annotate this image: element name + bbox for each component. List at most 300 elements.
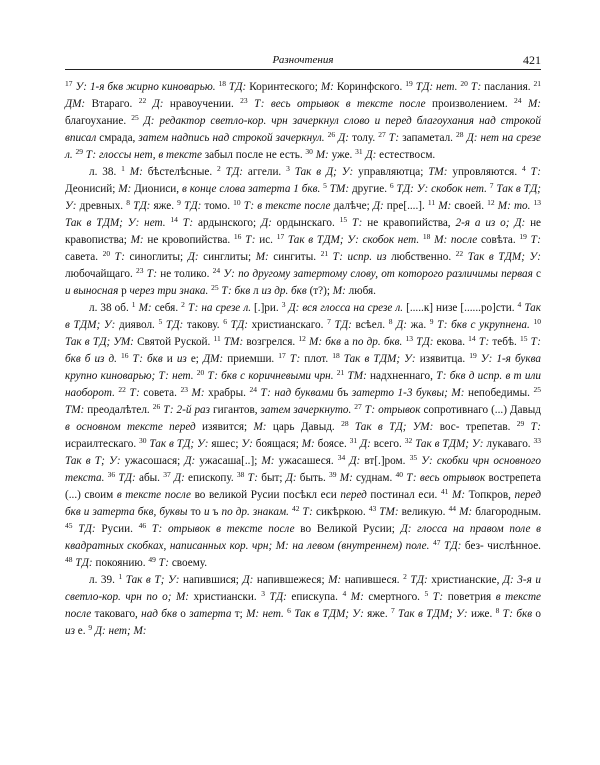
editorial-note: Т:: [467, 81, 485, 93]
editorial-note: ТД:: [264, 591, 292, 603]
editorial-note: Т:: [525, 166, 541, 178]
variant-text: [.]ри.: [254, 302, 282, 314]
editorial-note: М:: [332, 285, 349, 297]
editorial-note: Так в ТД; УМ:: [348, 421, 440, 433]
variant-text: е;: [190, 353, 203, 365]
editorial-note: ТД: нет.: [412, 81, 461, 93]
editorial-note: М:: [448, 489, 469, 501]
editorial-note: из: [65, 625, 78, 637]
variant-text: Святой Руской.: [137, 336, 214, 348]
variant-text: епискупа.: [291, 591, 343, 603]
variant-text: забыл после не есть.: [204, 149, 306, 161]
note-number: 13: [533, 198, 542, 207]
variant-text: христиански.: [193, 591, 262, 603]
variant-text: Коринфского.: [336, 81, 406, 93]
editorial-note: ТМ:: [376, 506, 402, 518]
editorial-note: Так в ТДМ; У:: [290, 608, 368, 620]
variant-text: царь Давыд.: [272, 421, 342, 433]
editorial-note: Т: испр. из: [328, 251, 392, 263]
variant-text: себя.: [154, 302, 182, 314]
editorial-note: Т: весь отрывок: [403, 472, 489, 484]
variant-text: аггели.: [247, 166, 287, 178]
editorial-note: Т: над буквами: [256, 387, 338, 399]
editorial-note: М: то.: [494, 200, 534, 212]
note-number: 10: [533, 317, 541, 326]
editorial-note: ТД:: [440, 540, 465, 552]
note-number: 38: [236, 470, 245, 479]
variant-text: томо.: [204, 200, 234, 212]
variant-text: естествосм.: [379, 149, 436, 161]
editorial-note: Т:: [244, 472, 262, 484]
variant-text: абы.: [139, 472, 164, 484]
variant-text: изявится;: [202, 421, 254, 433]
editorial-note: М: после: [430, 234, 481, 246]
note-number: 17: [278, 351, 286, 360]
variant-text: любочайщаго.: [65, 268, 136, 280]
editorial-note: из др. бкв: [261, 285, 310, 297]
variant-text: нравоучении.: [169, 98, 241, 110]
note-number: 9: [429, 317, 434, 326]
editorial-note: Так в Т; У:: [65, 455, 125, 467]
variant-text: во великой Русии посѣкл еси: [194, 489, 341, 501]
note-number: 28: [456, 130, 464, 139]
note-number: 31: [349, 436, 358, 445]
variant-text: Топкров,: [468, 489, 515, 501]
editorial-note: Так в ТДМ; У:: [412, 438, 487, 450]
editorial-note: ТМ:: [344, 370, 371, 382]
variant-text: о: [535, 608, 541, 620]
note-number: 25: [533, 385, 542, 394]
variant-text: савета.: [65, 251, 103, 263]
editorial-note: Т:: [110, 251, 130, 263]
variant-text: яже.: [153, 200, 178, 212]
editorial-note: Т: отрывок в тексте после: [146, 523, 301, 535]
note-number: 20: [102, 249, 111, 258]
variant-text: боящася;: [255, 438, 302, 450]
variant-text: [.....к] низе [......ро]сти.: [406, 302, 518, 314]
note-number: 25: [131, 113, 139, 122]
note-number: 49: [148, 555, 156, 564]
editorial-note: Так в ТДМ; У: нет.: [65, 217, 171, 229]
variant-text: паслания.: [484, 81, 534, 93]
editorial-note: затем надпись над строкой зачеркнул.: [138, 132, 328, 144]
editorial-note: М:: [312, 149, 332, 161]
note-number: 7: [390, 606, 395, 615]
note-number: 19: [405, 79, 413, 88]
note-number: 1: [131, 300, 136, 309]
note-number: 8: [495, 606, 500, 615]
note-number: 30: [139, 436, 147, 445]
editorial-note: ТД: У: скобок нет.: [393, 183, 490, 195]
variant-text: своей.: [454, 200, 488, 212]
variant-text: не кравопиства;: [65, 217, 542, 246]
variant-text: великую.: [401, 506, 449, 518]
note-number: 9: [177, 198, 181, 207]
variant-text: вострепета (...) своим: [65, 472, 542, 501]
note-number: 39: [329, 470, 337, 479]
variant-text: исраилтескаго.: [65, 438, 140, 450]
note-number: 2: [181, 300, 185, 309]
header-title: Разночтения: [272, 54, 334, 66]
editorial-note: ТД:: [72, 523, 102, 535]
editorial-note: перед: [340, 489, 371, 501]
editorial-note: Т: бкв д испр. в т или наоборот.: [65, 370, 541, 399]
note-number: 17: [65, 79, 73, 88]
note-number: 14: [468, 334, 476, 343]
editorial-note: У:: [241, 438, 256, 450]
variant-text: вос-: [439, 421, 466, 433]
editorial-note: в основном тексте перед: [65, 421, 203, 433]
variant-text: толу.: [352, 132, 379, 144]
variant-text: всего.: [373, 438, 405, 450]
editorial-note: Так в ТДМ; У:: [339, 353, 420, 365]
variant-text: преодалѣтел.: [87, 404, 153, 416]
editorial-note: ТД:: [413, 336, 437, 348]
editorial-note: М:: [435, 200, 455, 212]
variant-text: а: [344, 336, 353, 348]
editorial-note: Так в Д; У:: [289, 166, 359, 178]
note-number: 8: [388, 317, 393, 326]
note-number: 24: [249, 385, 257, 394]
note-number: 11: [213, 334, 221, 343]
editorial-note: ТД:: [129, 200, 154, 212]
editorial-note: Т: бкв: [499, 608, 536, 620]
editorial-note: Т: бкв б из д.: [65, 336, 541, 365]
note-number: 17: [276, 232, 285, 241]
running-header: [65, 52, 541, 70]
paragraph-l39: [65, 572, 541, 640]
note-number: 15: [339, 215, 348, 224]
variant-text: Коринтеского;: [249, 81, 321, 93]
editorial-note: М:: [456, 506, 476, 518]
variant-text: запаметал.: [402, 132, 457, 144]
editorial-note: по др. бкв.: [352, 336, 406, 348]
editorial-note: над бкв: [141, 608, 181, 620]
editorial-note: и выносная: [65, 285, 122, 297]
variant-text: с: [536, 268, 541, 280]
note-number: 41: [440, 487, 449, 496]
variant-text: Втараго.: [91, 98, 139, 110]
editorial-note: ТД:: [162, 319, 187, 331]
variant-text: л. 39.: [89, 574, 119, 586]
header-rule: [65, 69, 541, 70]
variant-text: ъ: [212, 506, 222, 518]
editorial-note: Т: бкв с укрупнена.: [433, 319, 534, 331]
editorial-note: ТД:: [180, 200, 205, 212]
variant-text: диявол.: [119, 319, 159, 331]
variant-text: благородным.: [475, 506, 542, 518]
note-number: 5: [424, 589, 429, 598]
note-number: 34: [337, 453, 346, 462]
note-number: 11: [427, 198, 436, 207]
variant-text: иже.: [470, 608, 496, 620]
editorial-note: Д:: [184, 455, 200, 467]
note-number: 23: [240, 96, 248, 105]
note-number: 44: [448, 504, 457, 513]
variant-text: смертного.: [368, 591, 425, 603]
variant-text: христианскаго.: [251, 319, 328, 331]
editorial-note: Т: глоссы нет, в тексте: [82, 149, 205, 161]
variant-text: Русии.: [101, 523, 139, 535]
editorial-note: Т:: [524, 421, 541, 433]
variant-text: о: [180, 608, 190, 620]
note-number: 9: [88, 623, 93, 632]
note-number: 22: [118, 385, 126, 394]
editorial-note: Т: бкв: [218, 285, 254, 297]
note-number: 3: [261, 589, 265, 598]
editorial-note: М:: [130, 234, 148, 246]
editorial-note: ТД:: [406, 574, 432, 586]
editorial-note: Так в ТДМ; У:: [394, 608, 471, 620]
variant-text: гигантов,: [213, 404, 261, 416]
variant-text: ужасашеся.: [278, 455, 338, 467]
editorial-note: Т:: [241, 234, 260, 246]
variant-text: любственно.: [391, 251, 456, 263]
editorial-note: и: [203, 506, 213, 518]
editorial-note: У: скобки чрн основного текста.: [65, 455, 541, 484]
variant-text: жа.: [410, 319, 430, 331]
variant-text: ис.: [259, 234, 277, 246]
editorial-note: У: по другому затертому слову, от которого различимы первая: [220, 268, 537, 280]
variant-text: своему.: [171, 557, 208, 569]
editorial-note: Д:: [392, 319, 411, 331]
editorial-note: Д:: [372, 200, 387, 212]
note-number: 3: [281, 300, 286, 309]
variant-text: ардынского;: [198, 217, 261, 229]
editorial-note: ТД:: [72, 557, 96, 569]
variant-text: приемши.: [227, 353, 279, 365]
editorial-note: Так в ТД; У:: [65, 183, 541, 212]
note-number: 21: [320, 249, 329, 258]
variant-text: тебѣ.: [492, 336, 520, 348]
editorial-note: М:: [328, 574, 345, 586]
page-number: 421: [523, 53, 541, 67]
editorial-note: Т: в тексте после: [240, 200, 334, 212]
variant-text: напившися;: [183, 574, 243, 586]
note-number: 2: [403, 572, 407, 581]
editorial-note: Д:: [170, 472, 189, 484]
note-number: 7: [489, 181, 494, 190]
editorial-note: М:: [261, 455, 279, 467]
paragraph-l38: [65, 164, 541, 300]
variant-text: сикѣркою.: [315, 506, 369, 518]
note-number: 26: [152, 402, 161, 411]
editorial-note: Т: бкв: [128, 353, 167, 365]
editorial-note: ТД:: [115, 472, 139, 484]
editorial-note: в тексте после: [65, 591, 542, 620]
note-number: 26: [327, 130, 336, 139]
note-number: 33: [533, 436, 541, 445]
note-number: 14: [170, 215, 178, 224]
editorial-note: перед бкв и затерта бкв, буквы: [65, 489, 541, 518]
editorial-note: Т: бкв с коричневыми чрн.: [204, 370, 337, 382]
note-number: 22: [138, 96, 147, 105]
variant-text: быть.: [299, 472, 330, 484]
variant-text: л: [253, 285, 262, 297]
editorial-note: затерта: [189, 608, 235, 620]
note-number: 25: [211, 283, 219, 292]
editorial-note: Т:: [428, 591, 448, 603]
variant-text: сингиты.: [273, 251, 321, 263]
editorial-note: Т:: [177, 217, 199, 229]
variant-text: плот.: [304, 353, 333, 365]
note-number: 3: [286, 164, 290, 173]
variant-text: далѣче;: [333, 200, 373, 212]
variant-text: упровляются.: [452, 166, 522, 178]
editorial-note: М:: [255, 251, 274, 263]
editorial-note: в тексте после: [116, 489, 195, 501]
note-number: 4: [522, 164, 526, 173]
variant-text: ужасошася;: [124, 455, 185, 467]
editorial-note: М:: [346, 591, 369, 603]
variant-text: изявитца.: [419, 353, 470, 365]
note-number: 36: [107, 470, 116, 479]
note-number: 7: [327, 317, 331, 326]
note-number: 43: [368, 504, 377, 513]
variant-text: смрада,: [99, 132, 139, 144]
editorial-note: затерто 1-3 буквы; М:: [351, 387, 468, 399]
editorial-note: М:: [336, 472, 357, 484]
editorial-note: Так в ТД; УМ:: [65, 336, 138, 348]
note-number: 19: [519, 232, 527, 241]
editorial-note: Д:: [335, 132, 353, 144]
variant-text: синглиты;: [203, 251, 256, 263]
variant-text: л. 38 об.: [89, 302, 132, 314]
editorial-note: Д:: [260, 217, 277, 229]
variant-text: любя.: [348, 285, 376, 297]
note-number: 12: [487, 198, 495, 207]
note-number: 20: [460, 79, 468, 88]
variant-text: христианские,: [431, 574, 503, 586]
editorial-note: М:: [320, 81, 337, 93]
note-number: 6: [389, 181, 394, 190]
variant-text: синоглиты;: [129, 251, 188, 263]
editorial-note: ТД:: [225, 81, 250, 93]
editorial-note: Д:: [357, 438, 374, 450]
variant-text: числѣнное.: [487, 540, 541, 552]
note-number: 8: [126, 198, 130, 207]
note-number: 18: [332, 351, 340, 360]
paragraph-l38ob: [65, 300, 541, 572]
note-number: 32: [404, 436, 413, 445]
editorial-note: Т:: [155, 557, 172, 569]
variant-text: (т?);: [309, 285, 333, 297]
variant-text: Диониси,: [134, 183, 182, 195]
editorial-note: Т:: [385, 132, 403, 144]
variant-text: уже.: [331, 149, 356, 161]
editorial-note: Д: вся глосса на срезе л.: [285, 302, 407, 314]
editorial-note: Д: редактор светло-кор. чрн зачеркнул слово и перед благоухания над строкой вписал: [65, 115, 541, 144]
variant-text: другие.: [351, 183, 390, 195]
paragraph-l37: [65, 79, 541, 164]
note-number: 45: [65, 521, 73, 530]
variant-text: л. 38.: [89, 166, 122, 178]
editorial-note: в конце слова затерта 1 бкв.: [181, 183, 324, 195]
note-number: 6: [287, 606, 291, 615]
editorial-note: ТМ:: [326, 183, 352, 195]
editorial-note: ДМ:: [202, 353, 228, 365]
editorial-note: Д:: [146, 98, 170, 110]
variant-text: сопротивнаго (...) Давыд: [423, 404, 541, 416]
note-number: 18: [422, 232, 431, 241]
editorial-note: Д: нет; М:: [92, 625, 147, 637]
note-number: 47: [432, 538, 441, 547]
editorial-note: М:: [118, 183, 135, 195]
editorial-note: Т:: [526, 234, 541, 246]
note-number: 21: [533, 79, 541, 88]
note-number: 24: [212, 266, 221, 275]
editorial-note: У: 1-я буква крупно киноварью; Т: нет.: [65, 353, 541, 382]
note-number: 10: [233, 198, 241, 207]
editorial-note: Д: нет на срезе л.: [65, 132, 541, 161]
note-number: 20: [196, 368, 205, 377]
note-number: 18: [218, 79, 226, 88]
editorial-note: М: нет.: [246, 608, 288, 620]
note-number: 1: [118, 572, 123, 581]
note-number: 27: [354, 402, 362, 411]
editorial-note: М:: [187, 387, 209, 399]
variant-text: произволением.: [432, 98, 515, 110]
editorial-note: Д:: [187, 251, 204, 263]
note-number: 19: [469, 351, 477, 360]
note-number: 16: [233, 232, 242, 241]
note-number: 37: [163, 470, 171, 479]
note-number: 13: [405, 334, 413, 343]
note-number: 48: [65, 555, 73, 564]
editorial-note: Д:: [285, 472, 300, 484]
variant-text: напившежеся;: [256, 574, 329, 586]
note-number: 29: [516, 419, 525, 428]
variant-text: такову.: [186, 319, 224, 331]
editorial-note: Т:: [347, 217, 368, 229]
note-number: 42: [291, 504, 300, 513]
editorial-note: Д: глосса на правом поле в квадратных скобках, написанных кор. чрн; М: на левом (внутреннем) поле.: [65, 523, 541, 552]
editorial-note: Д:: [242, 574, 257, 586]
note-number: 40: [395, 470, 404, 479]
note-number: 24: [514, 96, 522, 105]
variant-text: храбры.: [208, 387, 250, 399]
note-number: 31: [355, 147, 363, 156]
editorial-note: затем зачеркнуто.: [260, 404, 355, 416]
variant-text: ордынскаго.: [276, 217, 340, 229]
variant-text: поветрия: [447, 591, 496, 603]
note-number: 5: [158, 317, 163, 326]
variant-text: т;: [234, 608, 247, 620]
variant-text: не толико.: [160, 268, 213, 280]
editorial-note: М:: [301, 438, 318, 450]
note-number: 46: [138, 521, 147, 530]
editorial-note: Т: на срезе л.: [184, 302, 255, 314]
editorial-note: Так в ТДМ; У:: [463, 251, 542, 263]
note-number: 1: [121, 164, 125, 173]
note-number: 23: [136, 266, 144, 275]
variant-text: суднам.: [356, 472, 396, 484]
note-number: 2: [217, 164, 221, 173]
editorial-note: Так в ТДМ; У:: [65, 302, 541, 331]
editorial-note: Д:: [345, 455, 365, 467]
editorial-note: ТД:: [226, 319, 252, 331]
variant-text: р: [121, 285, 130, 297]
editorial-note: Т: 2-й раз: [160, 404, 213, 416]
variant-text: покоянию.: [95, 557, 149, 569]
note-number: 30: [305, 147, 313, 156]
editorial-note: Т: весь отрывок в тексте после: [247, 98, 433, 110]
variant-text: благоухание.: [65, 115, 132, 127]
variant-text: не кравопийства,: [367, 217, 456, 229]
variant-text: яже.: [367, 608, 391, 620]
variant-text: всѣел.: [355, 319, 389, 331]
editorial-note: ТД:: [330, 319, 356, 331]
